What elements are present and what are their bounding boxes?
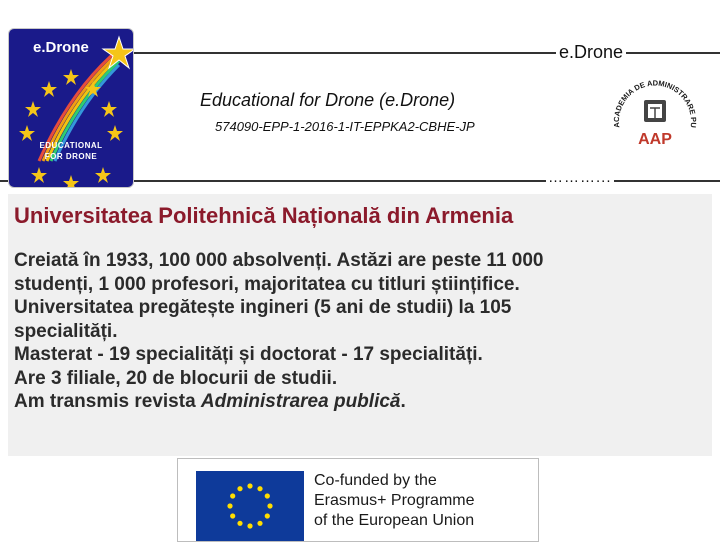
body-text — [14, 249, 704, 414]
star-icon — [41, 81, 57, 97]
eu-text-line2: Erasmus+ Programme — [314, 492, 475, 509]
last-line-prefix: Am transmis revista — [14, 391, 201, 412]
star-icon — [19, 125, 35, 141]
logo-caption-line1: EDUCATIONAL — [39, 141, 103, 150]
content-title: Universitatea Politehnică Națională din Armenia — [14, 203, 514, 228]
project-subtitle: Educational for Drone (e.Drone) — [200, 90, 456, 110]
header-title: e.Drone — [556, 42, 626, 63]
star-icon — [101, 101, 117, 117]
project-code: 574090-EPP-1-2016-1-IT-EPPKA2-CBHE-JP — [215, 119, 475, 134]
logo-brand-text: e.Drone — [33, 39, 89, 56]
header-dots: ………... — [548, 169, 612, 186]
star-circle-icon — [9, 29, 133, 187]
body-line: Creiată în 1933, 100 000 absolvenți. Astăzi are peste 11 000 — [14, 250, 544, 271]
aap-logo — [608, 70, 702, 164]
star-icon — [31, 167, 47, 183]
star-icon — [63, 69, 79, 85]
eu-text-line3: of the European Union — [314, 512, 475, 529]
last-line-suffix: . — [400, 391, 406, 412]
body-line: Are 3 filiale, 20 de blocurii de studii. — [14, 367, 338, 389]
eu-flag-icon — [196, 471, 304, 541]
star-icon — [63, 175, 79, 187]
logo-caption-line2: FOR DRONE — [44, 152, 98, 161]
body-line: specialități. — [14, 320, 118, 342]
star-icon — [107, 125, 123, 141]
eu-funding-banner — [177, 458, 539, 542]
header-rule-top — [130, 52, 720, 54]
star-icon — [95, 167, 111, 183]
journal-name: Administrarea publică — [200, 391, 401, 412]
edrone-logo — [8, 28, 134, 188]
aap-seal-icon — [608, 70, 702, 164]
star-icon — [25, 101, 41, 117]
aap-ring-text: ACADEMIA DE ADMINISTRARE PU — [611, 78, 699, 129]
eu-text-line1: Co-funded by the — [314, 472, 437, 489]
body-line: studenți, 1 000 profesori, majoritatea cu titluri științifice. — [14, 273, 520, 295]
eu-funding-text — [314, 471, 475, 531]
body-line: Masterat - 19 specialități și doctorat - 17 specialități. — [14, 344, 483, 365]
body-line-last — [14, 390, 704, 414]
aap-acronym: AAP — [638, 131, 672, 148]
body-line: Universitatea pregătește ingineri (5 ani de studii) la 105 — [14, 297, 512, 318]
